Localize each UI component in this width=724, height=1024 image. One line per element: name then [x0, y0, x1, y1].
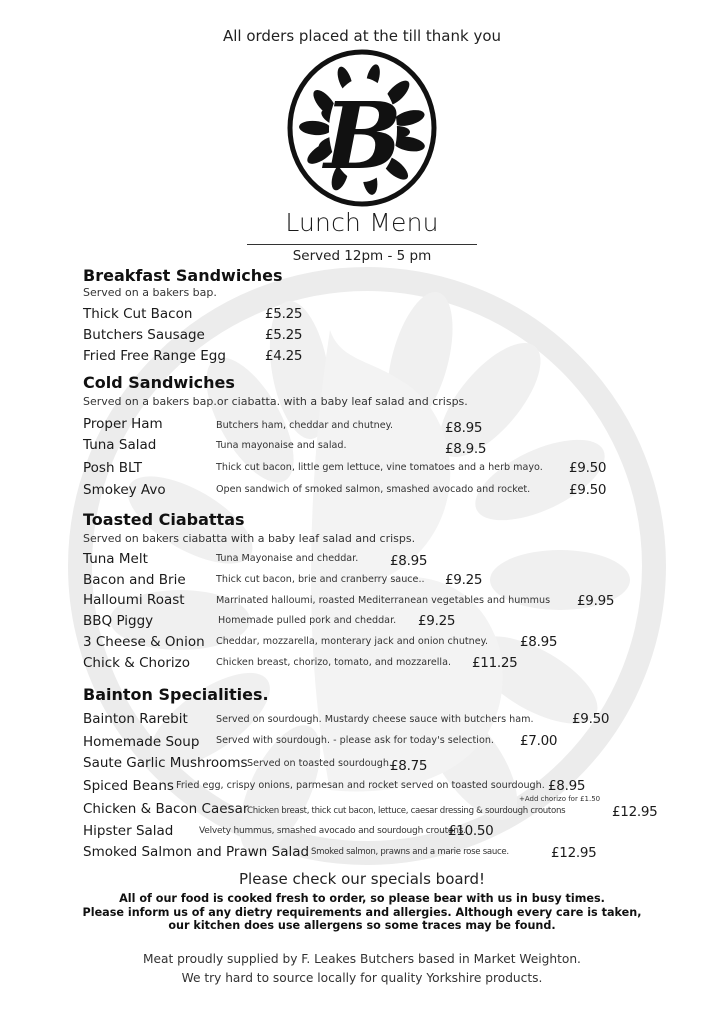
item-price: £8.95: [445, 420, 483, 436]
item-description: Tuna mayonaise and salad.: [216, 440, 347, 451]
item-name: Bacon and Brie: [83, 572, 186, 588]
section-subheading-cold: Served on a bakers bap.or ciabatta. with a baby leaf salad and crisps.: [83, 395, 468, 408]
item-price: £9.50: [569, 460, 607, 476]
item-price: £8.9.5: [445, 441, 487, 457]
item-name: Chick & Chorizo: [83, 655, 190, 671]
specials-board-note: Please check our specials board!: [239, 870, 485, 888]
page-title: Lunch Menu: [285, 208, 439, 237]
item-price: £8.95: [390, 553, 428, 569]
item-name: Smoked Salmon and Prawn Salad: [83, 844, 310, 860]
item-price: £9.50: [572, 711, 610, 727]
allergy-notice: [0, 892, 724, 933]
item-price: £8.75: [390, 758, 428, 774]
item-name: BBQ Piggy: [83, 613, 154, 629]
item-description: Fried egg, crispy onions, parmesan and rocket served on toasted sourdough.: [176, 780, 545, 791]
logo-letter: B: [324, 82, 402, 190]
item-name: Homemade Soup: [83, 734, 200, 750]
item-name: Hipster Salad: [83, 823, 174, 839]
item-price: £11.25: [472, 655, 518, 671]
item-price: £9.25: [445, 572, 483, 588]
item-price: £9.95: [577, 593, 615, 609]
title-divider: [247, 244, 477, 245]
item-name: Tuna Melt: [83, 551, 148, 567]
item-description: Served with sourdough. - please ask for today's selection.: [216, 735, 494, 746]
item-price: £9.25: [418, 613, 456, 629]
item-name: Fried Free Range Egg: [83, 348, 226, 364]
order-at-till-note: All orders placed at the till thank you: [222, 27, 502, 45]
item-description: Velvety hummus, smashed avocado and sourdough croutons.: [199, 826, 466, 836]
item-name: Proper Ham: [83, 416, 163, 432]
item-description: Open sandwich of smoked salmon, smashed avocado and rocket.: [216, 484, 531, 495]
item-name: Spiced Beans: [83, 778, 174, 794]
item-name: Tuna Salad: [83, 437, 157, 453]
notice-line: All of our food is cooked fresh to order, so please bear with us in busy times.: [119, 892, 605, 905]
item-name: 3 Cheese & Onion: [83, 634, 205, 650]
section-subheading-breakfast: Served on a bakers bap.: [83, 286, 217, 299]
item-price: £7.00: [520, 733, 558, 749]
section-heading-toasted: Toasted Ciabattas: [83, 510, 245, 529]
bainton-logo: [285, 48, 439, 208]
section-heading-cold: Cold Sandwiches: [83, 373, 235, 392]
item-description: Thick cut bacon, little gem lettuce, vine tomatoes and a herb mayo.: [216, 462, 543, 473]
item-price: £9.50: [569, 482, 607, 498]
item-price: £12.95: [551, 845, 597, 861]
item-name: Butchers Sausage: [83, 327, 205, 343]
item-price: £5.25: [265, 327, 303, 343]
served-hours: Served 12pm - 5 pm: [292, 248, 432, 264]
item-name: Posh BLT: [83, 460, 142, 476]
item-name: Halloumi Roast: [83, 592, 185, 608]
item-description: Homemade pulled pork and cheddar.: [218, 615, 397, 626]
item-price: £12.95: [612, 804, 658, 820]
section-heading-breakfast: Breakfast Sandwiches: [83, 266, 283, 285]
supplier-note: [0, 950, 724, 988]
item-description: Tuna Mayonaise and cheddar.: [216, 553, 359, 564]
item-price: £8.95: [520, 634, 558, 650]
item-name: Bainton Rarebit: [83, 711, 188, 727]
notice-line: our kitchen does use allergens so some traces may be found.: [168, 919, 556, 932]
item-description: Served on sourdough. Mustardy cheese sauce with butchers ham.: [216, 714, 534, 725]
item-price: £4.25: [265, 348, 303, 364]
item-description: Cheddar, mozzarella, monterary jack and onion chutney.: [216, 636, 489, 647]
item-description: Chicken breast, thick cut bacon, lettuce, caesar dressing & sourdough croutons: [247, 806, 566, 816]
item-description: Smoked salmon, prawns and a marie rose sauce.: [311, 847, 509, 857]
item-name: Saute Garlic Mushrooms: [83, 755, 248, 771]
item-price: £5.25: [265, 306, 303, 322]
item-description: Marrinated halloumi, roasted Mediterranean vegetables and hummus: [216, 595, 551, 606]
item-description: Thick cut bacon, brie and cranberry sauce..: [216, 574, 425, 585]
item-price: £10.50: [448, 823, 494, 839]
item-description: Served on toasted sourdough.: [247, 758, 392, 769]
notice-line: Please inform us of any dietry requirements and allergies. Although every care is taken,: [82, 905, 642, 919]
item-name: Thick Cut Bacon: [83, 306, 193, 322]
item-description: Butchers ham, cheddar and chutney.: [216, 420, 394, 431]
item-name: Smokey Avo: [83, 482, 166, 498]
section-subheading-toasted: Served on bakers ciabatta with a baby leaf salad and crisps.: [83, 532, 416, 545]
section-heading-specialities: Bainton Specialities.: [83, 685, 269, 704]
item-name: Chicken & Bacon Caesar: [83, 801, 249, 817]
item-price: £8.95: [548, 778, 586, 794]
item-description: Chicken breast, chorizo, tomato, and mozzarella.: [216, 657, 452, 668]
item-addon-note: +Add chorizo for £1.50: [519, 795, 601, 803]
supplier-line: We try hard to source locally for quality Yorkshire products.: [181, 971, 543, 985]
supplier-line: Meat proudly supplied by F. Leakes Butchers based in Market Weighton.: [143, 952, 581, 966]
